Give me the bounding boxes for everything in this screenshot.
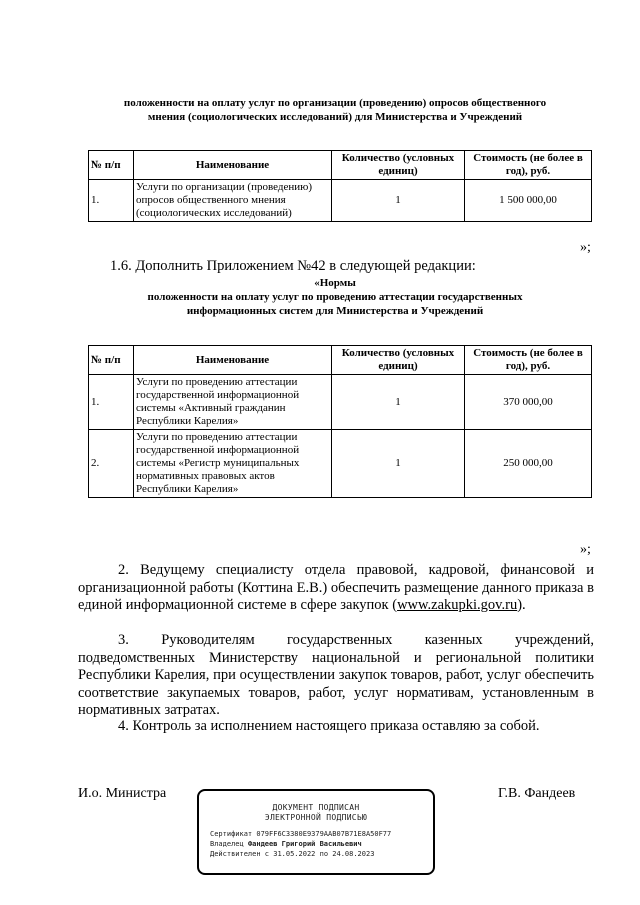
section-1-6: 1.6. Дополнить Приложением №42 в следующей редакции: — [110, 258, 476, 274]
stamp-cert-label: Сертификат — [210, 830, 253, 838]
header-num: № п/п — [89, 346, 134, 375]
stamp-valid-to: 24.08.2023 — [332, 850, 375, 858]
stamp-owner-label: Владелец — [210, 840, 244, 848]
table1-title-line1: положенности на оплату услуг по организации (проведению) опросов общественного — [123, 97, 547, 109]
paragraph-2: 2. Ведущему специалисту отдела правовой, кадровой, финансовой и организационной работы (Коттина Е.В.) обеспечить размещение данного приказа в единой информационной системе в сфере закупок (www.zakupki.gov.ru). — [78, 562, 594, 613]
row-num: 1. — [89, 375, 134, 430]
norms-table-attestation — [88, 345, 592, 498]
stamp-title-line2: ЭЛЕКТРОННОЙ ПОДПИСЬЮ — [264, 813, 368, 822]
header-qty: Количество (условных единиц) — [332, 151, 465, 180]
stamp-validity — [210, 849, 433, 859]
table2-title — [70, 276, 600, 318]
table-row — [89, 375, 592, 430]
table1-title-line2: мнения (социологических исследований) для Министерства и Учреждений — [147, 111, 523, 123]
signatory-position: И.о. Министра — [78, 786, 167, 801]
row-qty: 1 — [332, 375, 465, 430]
stamp-owner-value: Фандеев Григорий Васильевич — [247, 840, 362, 848]
header-name: Наименование — [134, 346, 332, 375]
row-qty: 1 — [332, 180, 465, 222]
row-qty: 1 — [332, 430, 465, 498]
quote-end-1: »; — [580, 240, 591, 255]
paragraph-4: 4. Контроль за исполнением настоящего приказа оставляю за собой. — [118, 718, 540, 734]
paragraph-2-text: 2. Ведущему специалисту отдела правовой, кадровой, финансовой и организационной работы (Коттина Е.В.) обеспечить размещение данного приказа в единой информационной системе в сфере закупок — [78, 562, 594, 613]
signatory-name: Г.В. Фандеев — [498, 786, 576, 801]
header-name: Наименование — [134, 151, 332, 180]
quote-end-2: »; — [580, 542, 591, 557]
row-cost: 1 500 000,00 — [465, 180, 592, 222]
stamp-cert-value: 079FF6C3380E9379AAB07B71E8A50F77 — [256, 830, 392, 838]
header-num: № п/п — [89, 151, 134, 180]
electronic-signature-stamp — [197, 789, 435, 875]
paragraph-3: 3. Руководителям государственных казенных учреждений, подведомственных Министерству национальной и региональной политики Республики Карелия, при осуществлении закупок товаров, работ, услуг обеспечить соответствие закупаемых товаров, работ, услуг нормативам, установленным в нормативных затратах. — [78, 632, 594, 718]
table2-title-line1: положенности на оплату услуг по проведению аттестации государственных — [147, 291, 523, 303]
table1-title — [70, 96, 600, 124]
table-header-row — [89, 346, 592, 375]
norms-word: «Нормы — [314, 277, 356, 289]
row-cost: 370 000,00 — [465, 375, 592, 430]
table-row — [89, 430, 592, 498]
row-name: Услуги по организации (проведению) опросов общественного мнения (социологических исследований) — [134, 180, 332, 222]
paragraph-2-tail: ). — [517, 597, 526, 613]
row-name: Услуги по проведению аттестации государственной информационной системы «Активный гражданин Республики Карелия» — [134, 375, 332, 430]
table-row — [89, 180, 592, 222]
row-num: 1. — [89, 180, 134, 222]
header-qty: Количество (условных единиц) — [332, 346, 465, 375]
row-name: Услуги по проведению аттестации государственной информационной системы «Регистр муниципальных нормативных правовых актов Республики Карелия» — [134, 430, 332, 498]
norms-table-surveys — [88, 150, 592, 222]
header-cost: Стоимость (не более в год), руб. — [465, 346, 592, 375]
stamp-title-line1: ДОКУМЕНТ ПОДПИСАН — [272, 803, 360, 812]
table2-title-line2: информационных систем для Министерства и Учреждений — [186, 305, 484, 317]
stamp-certificate — [210, 829, 433, 839]
row-cost: 250 000,00 — [465, 430, 592, 498]
row-num: 2. — [89, 430, 134, 498]
stamp-owner — [210, 839, 433, 849]
header-cost: Стоимость (не более в год), руб. — [465, 151, 592, 180]
zakupki-link[interactable]: www.zakupki.gov.ru — [397, 597, 518, 613]
stamp-valid-to-label: по — [319, 850, 329, 858]
stamp-valid-from: 31.05.2022 — [273, 850, 316, 858]
stamp-title — [199, 803, 433, 823]
table-header-row — [89, 151, 592, 180]
stamp-valid-label: Действителен с — [210, 850, 270, 858]
